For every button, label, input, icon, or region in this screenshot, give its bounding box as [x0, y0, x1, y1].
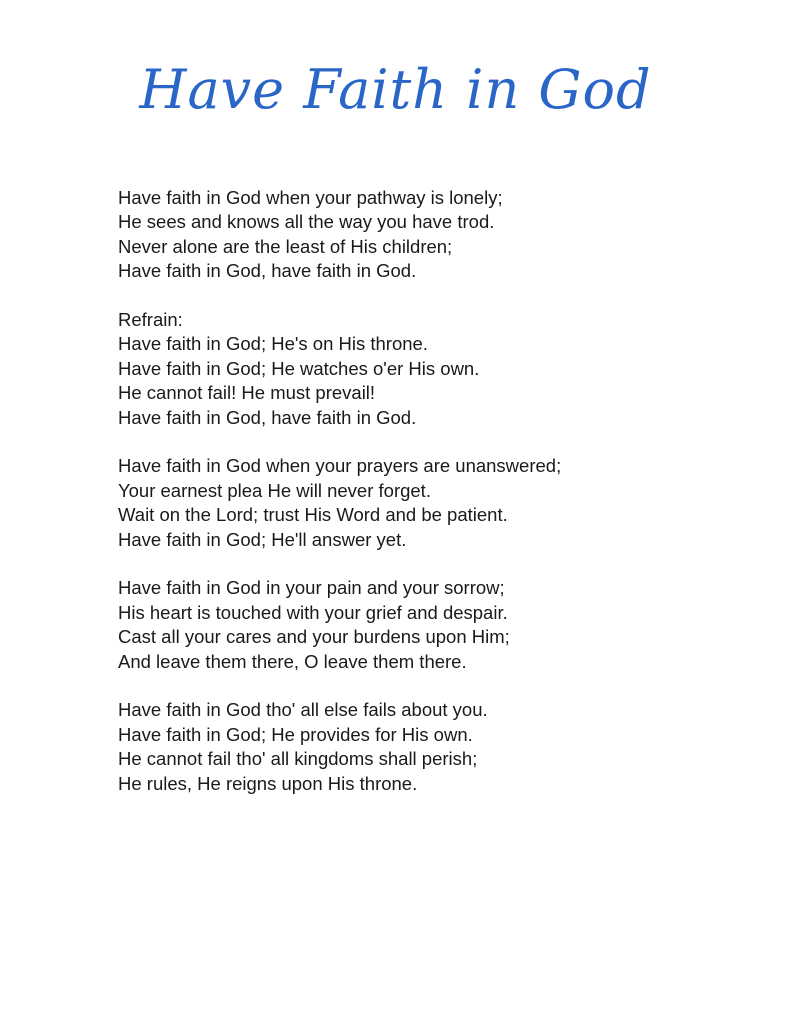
poem-line: And leave them there, O leave them there. [118, 650, 467, 672]
stanza [118, 698, 561, 796]
poem-line: Have faith in God; He'll answer yet. [118, 528, 407, 550]
poem-line: Have faith in God; He provides for His own. [118, 723, 473, 745]
poem-line: Your earnest plea He will never forget. [118, 479, 431, 501]
poem-line: He rules, He reigns upon His throne. [118, 772, 418, 794]
poem-line: Have faith in God, have faith in God. [118, 260, 417, 282]
stanza [118, 576, 561, 674]
stanza [118, 186, 561, 284]
stanza [118, 454, 561, 552]
poem-line: Have faith in God; He watches o'er His own. [118, 357, 480, 379]
poem-line: He cannot fail tho' all kingdoms shall perish; [118, 748, 478, 770]
poem-line: Have faith in God tho' all else fails about you. [118, 699, 488, 721]
poem-line: Have faith in God when your pathway is lonely; [118, 187, 503, 208]
poem-line: His heart is touched with your grief and despair. [118, 601, 508, 623]
poem-line: He cannot fail! He must prevail! [118, 382, 376, 404]
poem-line: Cast all your cares and your burdens upon Him; [118, 626, 510, 648]
poem-line: Never alone are the least of His children; [118, 235, 453, 257]
poem-line: Wait on the Lord; trust His Word and be patient. [118, 504, 508, 526]
poem-line: Have faith in God, have faith in God. [118, 406, 417, 428]
page-title: Have Faith in God [139, 58, 652, 121]
poem-line: Refrain: [118, 309, 183, 331]
poem-line: Have faith in God when your prayers are unanswered; [118, 455, 562, 477]
poem-line: He sees and knows all the way you have trod. [118, 211, 495, 233]
refrain [118, 308, 561, 430]
poem-line: Have faith in God; He's on His throne. [118, 333, 428, 355]
poem-body [118, 186, 561, 820]
poem-line: Have faith in God in your pain and your sorrow; [118, 577, 505, 599]
